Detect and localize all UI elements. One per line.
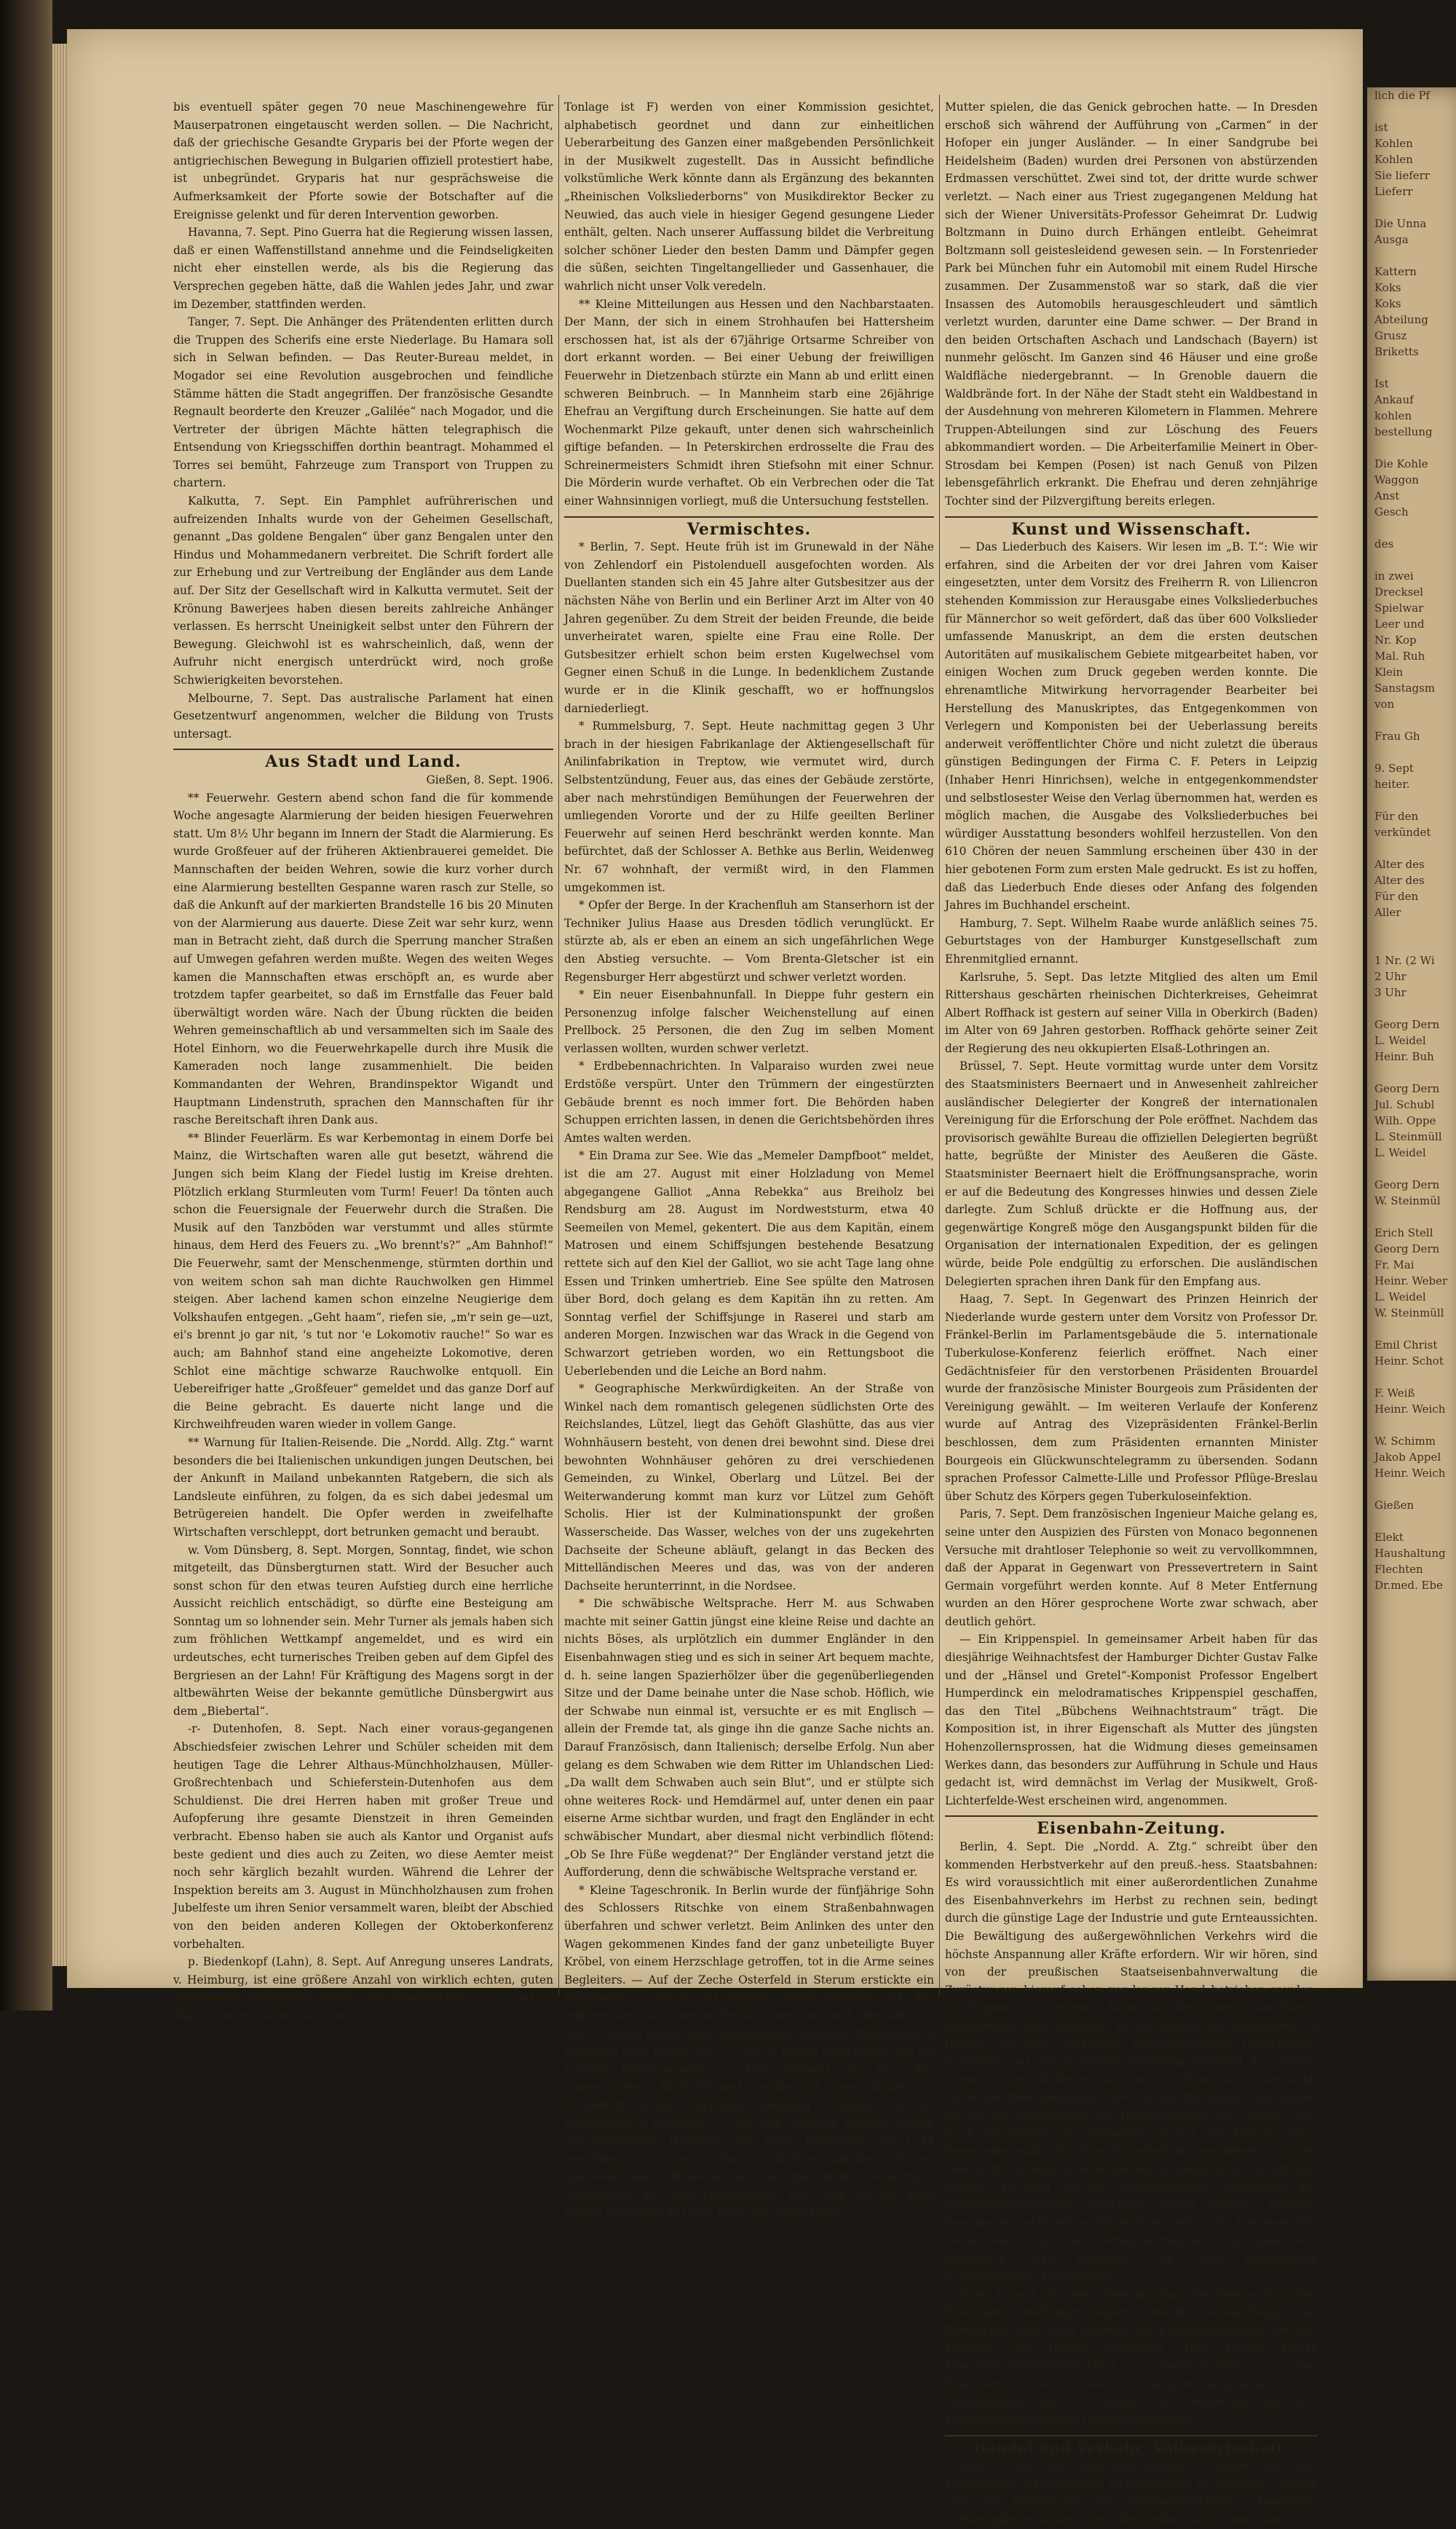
facing-page-line	[1374, 744, 1456, 760]
facing-page-line: Georg Dern	[1374, 1018, 1440, 1031]
facing-page-line: Heinr. Weber	[1374, 1274, 1448, 1287]
facing-page-line	[1374, 936, 1456, 952]
facing-page-line	[1374, 1369, 1456, 1385]
facing-page-line: Kohlen	[1374, 153, 1413, 166]
facing-page-line: Fr. Mai	[1374, 1258, 1415, 1271]
facing-page-line: Spielwar	[1374, 601, 1424, 615]
article-havanna: Havanna, 7. Sept. Pino Guerra hat die Regierung wissen lassen, daß er einen Waffenstillstand annehme und die Feindseligkeiten nicht eher einstellen werde, als bis die Regierung das Versprechen gegeben hätte, daß die Wahlen jedes Jahr, und zwar im Dezember, stattfinden werden.	[173, 226, 553, 311]
article-liederbuch: — Das Liederbuch des Kaisers. Wir lesen im „B. T.“: Wie wir erfahren, sind die Arbeiten der vor drei Jahren vom Kaiser eingesetzten, unter dem Vorsitz des Freiherrn R. von Liliencron stehenden Kommission zur Herausgabe eines Volksliederbuches für Männerchor so weit gefördert, daß das über 600 Volkslieder umfassende Manuskript, an dem die ersten deutschen Autoritäten auf musikalischem Gebiete mitgearbeitet haben, vor einigen Wochen zum Druck gegeben werden konnte. Die ehrenamtliche Mitwirkung hervorragender Bearbeiter bei Herstellung des Manuskriptes, das Entgegenkommen von Verlegern und Komponisten bei der Ueberlassung bereits anderweit veröffentlichter Chöre und nicht zuletzt die überaus günstigen Bedingungen der Firma C. F. Peters in Leipzig (Inhaber Henri Hinrichsen), welche in entgegenkommendster und selbstlosester Weise den Verlag übernommen hat, werden es möglich machen, die Ausgabe des Volksliederbuches bei würdiger Ausstattung besonders wohlfeil herzustellen. Von den 610 Chören der neuen Sammlung erscheinen über 430 in der hier gebotenen Form zum ersten Male gedruckt. Es ist zu hoffen, daß das Liederbuch Ende dieses oder Anfang des folgenden Jahres im Buchhandel erscheint.	[945, 540, 1318, 912]
facing-page-line	[1374, 1513, 1456, 1529]
facing-page-line: in zwei	[1374, 569, 1414, 583]
book-binding	[0, 0, 52, 2011]
facing-page-line: lich die Pf	[1374, 89, 1431, 102]
facing-page-line: W. Steinmül	[1374, 1194, 1441, 1207]
facing-page-line	[1374, 360, 1456, 376]
facing-page-line	[1374, 840, 1456, 856]
facing-page-line: Aller	[1374, 906, 1401, 919]
facing-page-line: Sie lieferr	[1374, 169, 1430, 182]
article-duensberg: w. Vom Dünsberg, 8. Sept. Morgen, Sonntag, findet, wie schon mitgeteilt, das Dünsbergturnen statt. Wird der Besucher auch sonst schon für den etwas teuren Aufstieg durch eine herrliche Aussicht reichlich entschädigt, so dürfte eine Besteigung am Sonntag um so lohnender sein. Mehr Turner als jemals haben sich zum fröhlichen Wettkampf angemeldet, und es wird ein urdeutsches, echt turnerisches Treiben geben auf dem Gipfel des Bergriesen an der Lahn! Für Kräftigung des Magens sorgt in der altbewährten Weise der bekannte gemütliche Dünsbergwirt aus dem „Biebertal“.	[173, 1543, 553, 1718]
facing-page-line: Anst	[1374, 489, 1400, 502]
facing-page-line	[1374, 1481, 1456, 1497]
facing-page-line: Georg Dern	[1374, 1178, 1440, 1191]
article-opfer-berge: * Opfer der Berge. In der Krachenfluh am Stanserhorn ist der Techniker Julius Haase aus Dresden tödlich verunglückt. Er stürzte ab, als er eben an einem an sich ungefährlichen Wege den Abstieg versuchte. — Vom Brenta-Gletscher ist ein Regensburger Herr abgestürzt und schwer verletzt worden.	[564, 899, 934, 984]
section-heading-handel: Handel und Verkehr, Volkswirtschaft.	[973, 2439, 1289, 2456]
facing-page-line: Dr.med. Ebe	[1374, 1579, 1443, 1592]
section-divider	[173, 749, 553, 750]
column-1	[173, 98, 553, 2025]
section-heading-stadt-land: Aus Stadt und Land.	[265, 752, 462, 772]
section-heading-vermischtes: Vermischtes.	[687, 519, 812, 539]
article-berlin-duell: * Berlin, 7. Sept. Heute früh ist im Grunewald in der Nähe von Zehlendorf ein Pistolenduell ausgefochten worden. Als Duellanten standen sich ein 45 Jahre alter Gutsbesitzer aus der nächsten Nähe von Berlin und ein Berliner Arzt im Alter von 40 Jahren gegenüber. Zu dem Streit der beiden Freunde, die beide unverheiratet waren, spielte eine Frau eine Rolle. Der Gutsbesitzer erhielt schon beim ersten Kugelwechsel vom Gegner einen Schuß in die Lunge. In bedenklichem Zustande wurde er in die Klinik geschafft, wo er hoffnungslos darniederliegt.	[564, 540, 934, 715]
article-feuerwehr: ** Feuerwehr. Gestern abend schon fand die für kommende Woche angesagte Alarmierung der beiden hiesigen Feuerwehren statt. Um 8½ Uhr begann im Innern der Stadt die Alarmierung. Es wurde Großfeuer auf der früheren Aktienbrauerei gemeldet. Die Mannschaften der beiden Wehren, sowie die kurz vorher durch eine Alarmierung bestellten Gespanne waren rasch zur Stelle, so daß die Ankunft auf der markierten Brandstelle 16 bis 20 Minuten von der Alarmierung aus dauerte. Diese Zeit war sehr kurz, wenn man in Betracht zieht, daß durch die Sperrung mancher Straßen auf Umwegen gefahren werden mußte. Wegen des weiten Weges kamen die Mannschaften etwas erschöpft an, es wurde aber trotzdem tapfer gearbeitet, so daß im Ernstfalle das Feuer bald überwältigt worden wäre. Nach der Übung rückten die beiden Wehren gemeinschaftlich ab und versammelten sich im Saale des Hotel Einhorn, wo die Feuerwehrkapelle durch ihre Musik die Kameraden noch lange zusammenhielt. Die beiden Kommandanten der Wehren, Brandinspektor Wigandt und Hauptmann Lindenstruth, sprachen den Mannschaften für ihr rasche Bereitschaft ihren Dank aus.	[173, 791, 553, 1127]
article-melbourne: Melbourne, 7. Sept. Das australische Parlament hat einen Gesetzentwurf angenommen, welcher die Bildung von Trusts untersagt.	[173, 691, 553, 741]
facing-page-line: Jakob Appel	[1374, 1451, 1441, 1464]
facing-page-line: Waggon	[1374, 473, 1419, 486]
facing-page-line	[1374, 920, 1456, 936]
facing-page-line: Heinr. Weich	[1374, 1402, 1446, 1416]
section-divider	[945, 516, 1318, 518]
facing-page-line: Heinr. Schot	[1374, 1354, 1444, 1368]
section-divider	[945, 1815, 1318, 1817]
facing-page-line: Gießen	[1374, 1499, 1415, 1512]
article-drama-see: * Ein Drama zur See. Wie das „Memeler Dampfboot“ meldet, ist die am 27. August mit einer Holzladung von Memel abgegangene Galliot „Anna Rebekka“ aus Breiholz bei Rendsburg am 28. August im Nordweststurm, etwa 40 Seemeilen von Memel, gekentert. Die aus dem Kapitän, einem Matrosen und einem Schiffsjungen bestehende Besatzung rettete sich auf den Kiel der Galliot, wo sie acht Tage lang ohne Essen und Trinken umhertrieb. Eine See spülte den Matrosen über Bord, doch gelang es dem Kapitän ihn zu retten. Am Sonntag verfiel der Schiffsjunge in Raserei und starb am anderen Morgen. Inzwischen war das Wrack in die Gegend von Schwarzort getrieben worden, wo ein Rettungsboot die Ueberlebenden und die Leiche an Bord nahm.	[564, 1149, 934, 1378]
facing-page-line	[1374, 248, 1456, 264]
article-geographie: * Geographische Merkwürdigkeiten. An der Straße von Winkel nach dem romantisch gelegenen südlichsten Orte des Reichslandes, Lützel, liegt das Gehöft Glashütte, das aus vier Wohnhäusern besteht, von denen drei bewohnt sind. Diese drei bewohnten Wohnhäuser gehören zu drei verschiedenen Gemeinden, zu Winkel, Oberlarg und Lützel. Bei der Weiterwanderung kommt man kurz vor Lützel zum Gehöft Scholis. Hier ist der Kulminationspunkt der großen Wasserscheide. Das Wasser, welches von der uns zugekehrten Dachseite der Scheune abläuft, gelangt in das Becken des Mittelländischen Meeres und das, was von der anderen Dachseite herunterrinnt, in die Nordsee.	[564, 1382, 934, 1593]
column-rule	[558, 95, 559, 1995]
facing-page-line: Gesch	[1374, 505, 1409, 518]
facing-page-line: Haushaltung	[1374, 1547, 1446, 1560]
article-schwaebisch: * Die schwäbische Weltsprache. Herr M. aus Schwaben machte mit seiner Gattin jüngst eine kleine Reise und dachte an nichts Böses, als urplötzlich ein dummer Engländer in den Eisenbahnwagen stieg und es sich in seiner Art bequem machte, d. h. seine langen Spazierhölzer über die gegenüberliegenden Sitze und der Dame beinahe unter die Nase schob. Höflich, wie der Schwabe nun einmal ist, versuchte er es mit Englisch — allein der Fremde tat, als ginge ihn die ganze Sache nichts an. Darauf Französisch, dann Italienisch; derselbe Erfolg. Nun aber gelang es dem Schwaben wie dem Ritter im Uhlandschen Lied: „Da wallt dem Schwaben auch sein Blut“, und er stülpte sich ohne weiteres Rock- und Hemdärmel auf, unter denen ein paar eiserne Arme sichtbar wurden, und fragt den Engländer in echt schwäbischer Mundart, aber diesmal nicht verbindlich flötend: „Ob Se Ihre Füße wegdenat?“ Der Engländer verstand jetzt die Aufforderung, denn die schwäbische Weltsprache verstand er.	[564, 1597, 934, 1879]
facing-page-line: L. Weidel	[1374, 1034, 1426, 1047]
facing-page-line: Koks	[1374, 297, 1401, 310]
facing-page-line: Kohlen	[1374, 137, 1413, 150]
facing-page-line: Jul. Schubl	[1374, 1098, 1435, 1111]
article-rummelsburg: * Rummelsburg, 7. Sept. Heute nachmittag gegen 3 Uhr brach in der hiesigen Fabrikanlage der Aktiengesellschaft für Anilinfabrikation in Treptow, wie vermutet wird, durch Selbstentzündung, Feuer aus, das eines der Gebäude zerstörte, aber nach mehrstündigen Bemühungen der Feuerwehren der umliegenden Vororte und der zu Hilfe geeilten Berliner Feuerwehr auf seinen Herd beschränkt werden konnte. Man befürchtet, daß der Schlosser A. Bethke aus Berlin, Weidenweg Nr. 67 wohnhaft, der vermißt wird, in den Flammen umgekommen ist.	[564, 719, 934, 894]
facing-page-line: 3 Uhr	[1374, 986, 1406, 999]
facing-page-line: 1 Nr. (2 Wi	[1374, 954, 1435, 967]
section-divider	[945, 2435, 1318, 2437]
facing-page-line	[1374, 1209, 1456, 1225]
column-2	[564, 98, 934, 2222]
article-krippenspiel: — Ein Krippenspiel. In gemeinsamer Arbeit haben für das diesjährige Weihnachtsfest der Hamburger Dichter Gustav Falke und der „Hänsel und Gretel“-Komponist Professor Engelbert Humperdinck ein melodramatisches Krippenspiel geschaffen, das den Titel „Bübchens Weihnachtstraum“ trägt. Die Komposition ist, in ihrer Eigenschaft als Mutter des jüngsten Hohenzollernsprossen, hat die Widmung dieses gemeinsamen Werkes dann, das besonders zur Aufführung in Schule und Haus gedacht ist, wird demnächst im Verlag der Musikwelt, Groß-Lichterfelde-West erscheinen wird, angenommen.	[945, 1633, 1318, 1807]
facing-page-line: Georg Dern	[1374, 1242, 1440, 1255]
article-hamburg: Hamburg, 7. Sept. Wilhelm Raabe wurde anläßlich seines 75. Geburtstages von der Hamburger Kunstgesellschaft zum Ehrenmitglied ernannt.	[945, 916, 1318, 966]
facing-page-line	[1374, 1065, 1456, 1081]
facing-page-line: Die Kohle	[1374, 457, 1428, 470]
facing-page-line	[1374, 792, 1456, 808]
facing-page-line	[1374, 520, 1456, 536]
article-text: Tonlage ist F) werden von einer Kommission gesichtet, alphabetisch geordnet und dann zur einheitlichen Ueberarbeitung des Ganzen einer maßgebenden Persönlichkeit in der Musikwelt zugestellt. Das in Aussicht befindliche volkstümliche Werk könnte dann als Ergänzung des bekannten „Rheinischen Volksliederborns“ von Musikdirektor Becker zu Neuwied, das auch viele in hiesiger Gegend gesungene Lieder enthält, gelten. Nach unserer Auffassung bildet die Verbreitung solcher schöner Lieder den besten Damm und Dämpfer gegen die süßen, seichten Tingeltangellieder und Gassenhauer, die wahrlich nicht unser Volk veredeln.	[564, 100, 934, 293]
article-erdbeben: * Erdbebennachrichten. In Valparaiso wurden zwei neue Erdstöße verspürt. Unter den Trümmern der eingestürzten Gebäude brennt es noch immer fort. Die Behörden haben Schuppen errichten lassen, in denen die Gerichtsbehörden ihres Amtes walten werden.	[564, 1060, 934, 1145]
facing-page-line	[1374, 712, 1456, 728]
article-feuerlaerm: ** Blinder Feuerlärm. Es war Kerbemontag in einem Dorfe bei Mainz, die Wirtschaften waren alle gut besetzt, während die Jungen sich beim Klang der Fiedel lustig im Kreise drehten. Plötzlich erklang Sturmleuten vom Turm! Feuer! Da tönten auch schon die Feuersignale der Feuerwehr durch die Straßen. Die Musik auf den Tanzböden war verstummt und alles stürmte hinaus, dem Herd des Feuers zu. „Wo brennt's?“ „Am Bahnhof!“ Die Feuerwehr, samt der Menschenmenge, stürmten dorthin und von weitem schon sah man dichte Rauchwolken gen Himmel steigen. Aber lachend kamen schon einzelne Neugierige dem Volkshaufen entgegen. „Geht haam“, riefen sie, „m'r sein ge—uzt, ei's brennt jo gar nit, 's tut nor 'e Lokomotiv rauche!“ So war es auch; am Bahnhof stand eine angeheizte Lokomotive, deren Schlot eine mächtige schwarze Rauchwolke entquoll. Ein Uebereifriger hatte „Großfeuer“ gemeldet und das ganze Dorf auf die Beine gebracht. Es dauerte nicht lange und die Kirchweihfreuden waren wieder in vollem Gange.	[173, 1131, 553, 1432]
facing-page-line: Alter des	[1374, 858, 1425, 871]
facing-page-line	[1374, 552, 1456, 568]
article-koeln: Köln, 6. Sept. Die „Kölnische Volksztg.“ schreibt: Nach den Ergebnissen der bisherigen Verhandlungen zu schließen, werden sich der Erneuerung des Stahlwerk-Verbandes besondere Schwierigkeiten kaum in den Weg stellen. Auch nimmt man an,	[945, 2459, 1318, 2526]
facing-page-line: ist	[1374, 121, 1388, 134]
facing-page-line: Ankauf	[1374, 393, 1414, 406]
facing-page-line: 2 Uhr	[1374, 970, 1406, 983]
article-hessen: ** Kleine Mitteilungen aus Hessen und den Nachbarstaaten. Der Mann, der sich in einem Strohhaufen bei Hattersheim erschossen hat, ist als der 67jährige Ortsarme Schreiber von dort erkannt worden. — Bei einer Uebung der freiwilligen Feuerwehr in Dietzenbach stürzte ein Mann ab und erlitt einen schweren Beinbruch. — In Mannheim starb eine 26jährige Ehefrau an Vergiftung durch Erscheinungen. Sie hatte auf dem Wochenmarkt Pilze gekauft, unter denen sich wahrscheinlich giftige befanden. — In Peterskirchen erdrosselte die Frau des Schreinermeisters Schmidt ihren Stiefsohn mit einer Schnur. Die Mörderin wurde verhaftet. Ob ein Verbrechen oder die Tat einer Wahnsinnigen vorliegt, muß die Untersuchung feststellen.	[564, 297, 934, 508]
facing-page-line: Koks	[1374, 281, 1401, 294]
facing-page-line: Heinr. Buh	[1374, 1050, 1434, 1063]
facing-page-line: W. Schimm	[1374, 1435, 1436, 1448]
facing-page-line: Für den	[1374, 810, 1419, 823]
facing-page-line	[1374, 1321, 1456, 1337]
facing-page-line: Alter des	[1374, 874, 1425, 887]
facing-page-line: Erich Stell	[1374, 1226, 1433, 1239]
article-tageschronik: * Kleine Tageschronik. In Berlin wurde der fünfjährige Sohn des Schlossers Ritschke von einem Straßenbahnwagen überfahren und schwer verletzt. Beim Anlinken des unter den Wagen gekommenen Kindes fand der ganz unbeteiligte Buyer Kröbel, von einem Herzschlage getroffen, tot in die Arme seines Begleiters. — Auf der Zeche Osterfeld in Sterum erstickte ein Bergmann an einem mit giftigen Gasen gefüllten Ort. Ein anderer, der nach seinem Verbleib forschte, fand ebenfalls den Tod. — Durch abstürzende Sandmassen wurden in Prilbernow in Pommern zwei Kinder von 3½ und 4 Jahren verschüttet und als Leichen hervorgezogen. — Frau Blomert, die Frau des hingerichteten Adolf Blömert, wurde mit ihrem Kinde aus Düsseldorf in das Zuchthaus Siegburg verbracht, wo sie lebenslänglich verbleibt. — Aus dem Altenaer Museum wurde ein Altenländer Handtuch mit einer Jahreszahl von 1744 gestohlen. — Zwischen Surburg und Walburg fuhr die Gattin des Spezereihändlers Reuterer aus Sulz mit ihrem zweijährigen Töchterchen aus dem Lauterburger Zug. Man sah das Kind nachts unverletzt auf dem Felde bei seiner toten	[564, 1883, 934, 2220]
facing-page-line: Abteilung	[1374, 313, 1428, 326]
facing-page-line: Grusz	[1374, 329, 1407, 342]
facing-page-line: Leer und	[1374, 618, 1425, 631]
facing-page-line: verkündet	[1374, 826, 1431, 839]
facing-page-line	[1374, 200, 1456, 216]
facing-page-line: Elekt	[1374, 1531, 1404, 1544]
article-paris: Paris, 7. Sept. Dem französischen Ingenieur Maiche gelang es, seine unter den Auspizien des Fürsten von Monaco begonnenen Versuche mit drahtloser Telephonie so weit zu vervollkommnen, daß der Apparat in Gegenwart von Pressevertretern in Saint Germain vorgeführt werden konnte. Auf 8 Meter Entfernung wurden an den Hörer gesprochene Worte zwar schwach, aber deutlich gehört.	[945, 1507, 1318, 1628]
facing-page-line: Wilh. Oppe	[1374, 1114, 1436, 1127]
facing-page-line: Kattern	[1374, 265, 1417, 278]
article-eisenbahnunfall: * Ein neuer Eisenbahnunfall. In Dieppe fuhr gestern ein Personenzug infolge falscher Weichenstellung auf einen Prellbock. 25 Personen, die den Zug im selben Moment verlassen wollten, wurden schwer verletzt.	[564, 988, 934, 1055]
page-edges	[52, 44, 68, 1966]
facing-page-line: Lieferr	[1374, 185, 1413, 198]
facing-page-line: Briketts	[1374, 345, 1419, 358]
facing-page-line: Nr. Kop	[1374, 634, 1417, 647]
article-bruessel: Brüssel, 7. Sept. Heute vormittag wurde unter dem Vorsitz des Staatsministers Beernaert und in Anwesenheit zahlreicher ausländischer Delegierter der Kongreß der internationalen Vereinigung für die Erforschung der Pole eröffnet. Nachdem das provisorisch gewählte Bureau die offiziellen Delegierten begrüßt hatte, begrüßte der Minister des Aeußeren die Gäste. Staatsminister Beernaert hielt die Eröffnungsansprache, worin er auf die Bedeutung des Kongresses hinwies und dessen Ziele darlegte. Zum Schluß drückte er die Hoffnung aus, der gegenwärtige Kongreß möge den Ausgangspunkt bilden für die Organisation der internationalen Expedition, der es gelingen würde, beide Pole endgültig zu erforschen. Die ausländischen Delegierten sprachen ihren Dank für den Empfang aus.	[945, 1060, 1318, 1288]
section-heading-kunst: Kunst und Wissenschaft.	[1011, 519, 1251, 539]
facing-page-line: Mal. Ruh	[1374, 650, 1425, 663]
facing-page-line: Klein	[1374, 666, 1404, 679]
facing-page-line: Heinr. Weich	[1374, 1467, 1446, 1480]
section-heading-eisenbahn: Eisenbahn-Zeitung.	[1037, 1819, 1226, 1839]
article-text: Mutter spielen, die das Genick gebrochen hatte. — In Dresden erschoß sich während der Aufführung von „Carmen“ in der Hofoper ein junger Ausländer. — In einer Sandgrube bei Heidelsheim (Baden) wurden drei Personen von abstürzenden Erdmassen verschüttet. Zwei sind tot, der dritte wurde schwer verletzt. — Nach einer aus Triest zugegangenen Meldung hat sich der Wiener Universitäts-Professor Geheimrat Dr. Ludwig Boltzmann in Duino durch Erhängen entleibt. Geheimrat Boltzmann soll geistesleidend gewesen sein. — In Forstenrieder Park bei München fuhr ein Automobil mit einem Rudel Hirsche zusammen. Der Zusammenstoß war so stark, daß die vier Insassen des Automobils herausgeschleudert und sämtlich verletzt wurden, darunter eine Dame schwer. — Der Brand in den beiden Ortschaften Aschach und Landschach (Bayern) ist nunmehr gelöscht. Im Ganzen sind 46 Häuser und eine große Waldfläche niedergebrannt. — In Grenoble dauern die Waldbrände fort. In der Nähe der Stadt steht ein Waldbestand in der Ausdehnung von mehreren Kilometern in Flammen. Mehrere Truppen-Abteilungen sind zur Löschung des Feuers abkommandiert worden. — Die Arbeiterfamilie Meinert in Ober-Strosdam bei Kempen (Posen) ist nach Genuß von Pilzen lebensgefährlich erkrankt. Die Ehefrau und deren zehnjährige Tochter sind der Pilzvergiftung bereits erlegen.	[945, 100, 1318, 508]
facing-page-line: Georg Dern	[1374, 1082, 1440, 1095]
dateline: Gießen, 8. Sept. 1906.	[426, 773, 553, 786]
facing-page-line: L. Steinmüll	[1374, 1130, 1442, 1143]
facing-page-line: Ist	[1374, 377, 1389, 390]
facing-page-line: L. Weidel	[1374, 1290, 1426, 1303]
facing-page-line: Flechten	[1374, 1563, 1423, 1576]
facing-page-line: heiter.	[1374, 778, 1410, 791]
article-dutenhofen: -r- Dutenhofen, 8. Sept. Nach einer voraus-gegangenen Abschiedsfeier zwischen Lehrer und Schüler scheiden mit dem heutigen Tage die Lehrer Althaus-Münchholzhausen, Müller-Großrechtenbach und Schieferstein-Dutenhofen aus dem Schuldienst. Die drei Herren haben mit großer Treue und Aufopferung ihre gesamte Dienstzeit in ihren Gemeinden verbracht. Ebenso haben sie auch als Kantor und Organist aufs beste gedient und dies auch zu Zeiten, wo diese Aemter meist noch sehr kärglich bezahlt wurden. Während die Lehrer der Inspektion bereits am 3. August in Münchholzhausen zum frohen Jubelfeste um ihren Senior versammelt waren, bleibt der Abschied von den beiden anderen Kollegen der Oktoberkonferenz vorbehalten.	[173, 1722, 553, 1951]
facing-page-line: Die Unna	[1374, 217, 1427, 230]
facing-page-line: L. Weidel	[1374, 1146, 1426, 1159]
facing-page-line: Sanstagsm	[1374, 682, 1436, 695]
article-kalkutta: Kalkutta, 7. Sept. Ein Pamphlet aufrührerischen und aufreizenden Inhalts wurde von der Geheimen Gesellschaft, genannt „Das goldene Bengalen“ über ganz Bengalen unter den Hindus und Mohammedanern verbreitet. Die Schrift fordert alle zur Erhebung und zur Vertreibung der Engländer aus dem Lande auf. Der Sitz der Gesellschaft wird in Kalkutta vermutet. Seit der Krönung Bawerjees haben diesen bereits zahlreiche Anhänger verlassen. Es herrscht Uneinigkeit selbst unter den Führern der Bewegung. Gleichwohl ist es wahrscheinlich, daß, wenn der Aufruhr nicht energisch unterdrückt wird, noch große Schwierigkeiten bevorstehen.	[173, 494, 553, 687]
article-karlsruhe: Karlsruhe, 5. Sept. Das letzte Mitglied des alten um Emil Rittershaus geschärten rheinischen Dichterkreises, Geheimrat Albert Roffhack ist gestern auf seiner Villa in Oberkirch (Baden) im Alter von 69 Jahren gestorben. Roffhack gehörte seiner Zeit der Regierung des neu okkupierten Elsaß-Lothringen an.	[945, 970, 1318, 1055]
facing-page-line: des	[1374, 537, 1394, 551]
article-tanger: Tanger, 7. Sept. Die Anhänger des Prätendenten erlitten durch die Truppen des Scherifs eine erste Niederlage. Bu Hamara soll sich in Selwan befinden. — Das Reuter-Bureau meldet, in Mogador sei eine Revolution ausgebrochen und feindliche Stämme hätten die Stadt angegriffen. Der französische Gesandte Regnault beorderte den Kreuzer „Galilée“ nach Mogador, und die Vertreter der übrigen Mächte hätten telegraphisch die Entsendung von Kriegsschiffen dorthin beantragt. Mohammed el Torres sei bemüht, Fahrzeuge zum Transport von Truppen zu chartern.	[173, 315, 553, 490]
section-divider	[564, 516, 934, 518]
facing-page-line: Für den	[1374, 890, 1419, 903]
facing-page-line	[1374, 1417, 1456, 1433]
article-haag: Haag, 7. Sept. In Gegenwart des Prinzen Heinrich der Niederlande wurde gestern unter dem Vorsitz von Professor Dr. Fränkel-Berlin im Parlamentsgebäude die 5. internationale Tuberkulose-Konferenz feierlich eröffnet. Nach einer Gedächtnisfeier für den verstorbenen Präsidenten Brouardel wurde der französische Minister Bourgeois zum Präsidenten der Vereinigung gewählt. — Im weiteren Verlaufe der Konferenz wurde auf Antrag des Vizepräsidenten Fränkel-Berlin beschlossen, dem zum Präsidenten ernannten Minister Bourgeois ein Glückwunschtelegramm zu übersenden. Sodann sprachen Professor Calmette-Lille und Professor Pflüge-Breslau über Schutz des Körpers gegen Tuberkuloseinfektion.	[945, 1293, 1318, 1503]
facing-page-line: bestellung	[1374, 425, 1433, 438]
facing-page-line: Ausga	[1374, 233, 1409, 246]
facing-page-line	[1374, 1161, 1456, 1177]
facing-page-line: Frau Gh	[1374, 730, 1420, 743]
facing-page-line	[1374, 103, 1456, 119]
facing-page-line: W. Steinmüll	[1374, 1306, 1444, 1319]
article-berlin-eisenbahn: Berlin, 4. Sept. Die „Nordd. A. Ztg.“ schreibt über den kommenden Herbstverkehr auf den preuß.-hess. Staatsbahnen: Es wird voraussichtlich mit einer außerordentlichen Zunahme des Eisenbahnverkehrs im Herbst zu rechnen sein, bedingt durch die günstige Lage der Industrie und gute Ernteaussichten. Die Bewältigung des außergewöhnlichen Verkehrs wird die höchste Anspannung aller Kräfte erfordern. Wir wir hören, sind von der preußischen Staatseisenbahnverwaltung die Zurüstungen hierauf schon vor langer Hand betrieben worden. Zu Beginn des Sommers hatte die Zentralstelle die Parole ausgegeben, ohne Rücksicht auf die Kosten alle Maßnahmen zu treffen, die eine vollzählige Wagengestellung sicherstellen. Außerdem hat die Eisenbahnverwaltung während des ganzen Sommers ihre Kohlenvorräte um ein Erhebliches verstärkt, sowie die Beschleunigung aller Bauausführungen angeordnet, die für die Bewältigung des Herbstverkehrs von Nutzen sind. Auch hinsichtlich des Personals ist bei der Bildung eines Reservepersonals für alles Erforderliche geschehen. Soll der Zweck, die Verkehrsschwierigkeiten zu bewältigen, voll erreicht werden, so wird auf die verständnisvolle Mitwirkung der Verkehrsinteressenten gerechnet werden müssen. Ruhiges, besonnenes, rechtzeitiges Disponieren seitens der Interessenten, sowie Beachtung aller Verkehrsaufnahmeanordnungen wird wesentlich dazu beitragen, die etwa eintretenden Schwierigkeiten zu beseitigen.	[945, 1840, 1318, 2284]
article-wien: Wien, 4. Sept. Die Generalversammlung des Vereins deutscher Eisenbahnverwaltungen begann heute ihre Verhandlungen. Als Ehrengäste sind unter anderen der Eisenbahnminister und der Minister des Innern anwesend. Den Vorsitz führte Eisenbahndirektionspräsident Behrend-Berlin. Der Eisenbahnminister richtete eine längere Ansprache an die Versammlung, der er namens der Regierung und des Eisenbahnministeriums Grüße übermittelte.	[945, 2287, 1318, 2426]
facing-page-line: Emil Christ	[1374, 1338, 1438, 1352]
facing-page-line: Drecksel	[1374, 585, 1423, 599]
facing-page-line: von	[1374, 698, 1395, 711]
article-warnung: ** Warnung für Italien-Reisende. Die „Nordd. Allg. Ztg.“ warnt besonders die bei Italienischen unkundigen jungen Deutschen, bei der Ankunft in Mailand unbekannten Ratgebern, die sich als Landsleute einführen, zu folgen, da es sich dabei jedesmal um Betrügereien handelt. Die Opfer werden in zweifelhafte Wirtschaften verschleppt, dort betrunken gemacht und beraubt.	[173, 1435, 553, 1539]
facing-page-line: 9. Sept	[1374, 762, 1414, 775]
facing-page-line	[1374, 440, 1456, 456]
column-3	[945, 98, 1318, 2529]
facing-page-fragment	[1367, 87, 1456, 1981]
facing-page-line	[1374, 1001, 1456, 1017]
facing-page-line: F. Weiß	[1374, 1386, 1415, 1400]
column-rule	[939, 95, 940, 1995]
article-biedenkopf: p. Biedenkopf (Lahn), 8. Sept. Auf Anregung unseres Landrats, v. Heimburg, ist eine größere Anzahl von wirklich echten, guten Volksliedern gesammelt worden. Die gesammelten, in ¾- und ⅜-Takt notierten Lieder (höchste	[173, 1955, 553, 2022]
facing-page-line: kohlen	[1374, 409, 1412, 422]
article-text: bis eventuell später gegen 70 neue Maschinengewehre für Mauserpatronen eingetauscht werden sollen. — Die Nachricht, daß der griechische Gesandte Gryparis bei der Pforte wegen der antigriechischen Bewegung in Bulgarien offiziell protestiert habe, ist unbegründet. Gryparis hat nur gesprächsweise die Aufmerksamkeit der Pforte sowie der Botschafter auf die Ereignisse gelenkt und für deren Intervention geworben.	[173, 100, 553, 221]
